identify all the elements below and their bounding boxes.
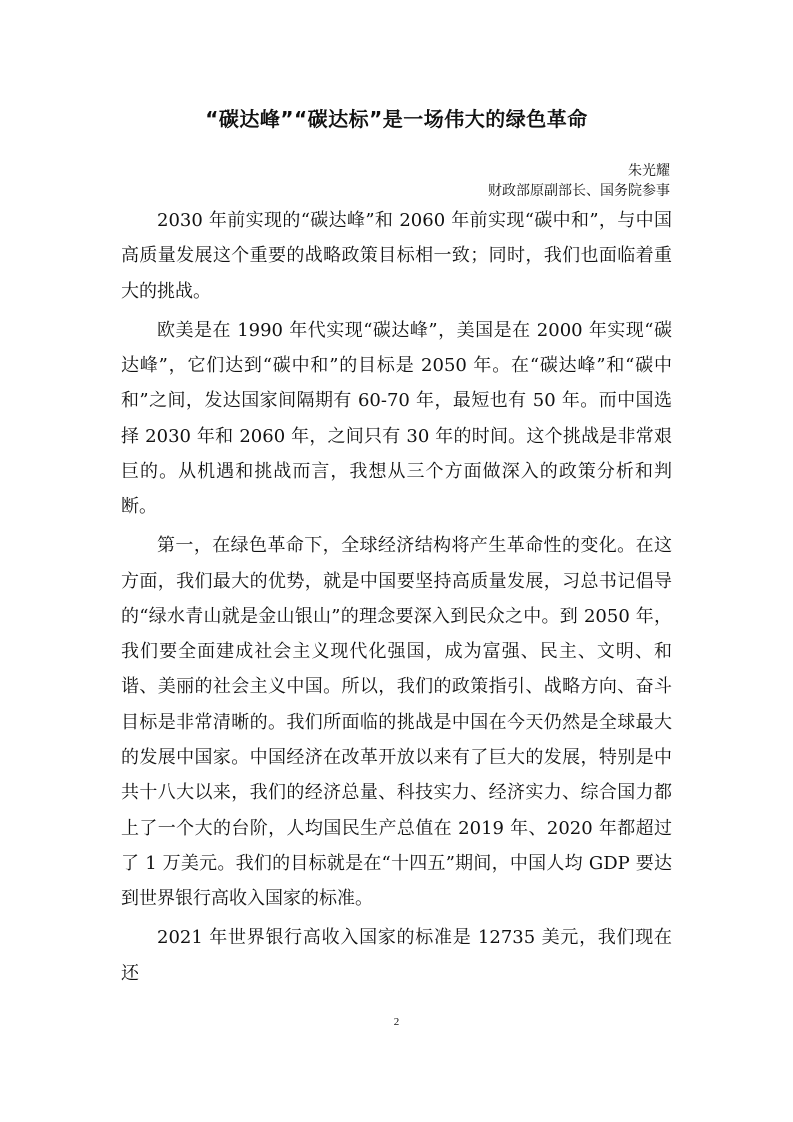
author-position: 财政部原副部长、国务院参事 [488,183,670,199]
article-body [121,203,672,991]
author-name: 朱光耀 [628,163,670,179]
article-title: “碳达峰”“碳达标”是一场伟大的绿色革命 [205,107,588,131]
page-number: 2 [393,1016,400,1028]
paragraph-2: 欧美是在 1990 年代实现“碳达峰”，美国是在 2000 年实现“碳达峰”，它们达到“碳中和”的目标是 2050 年。在“碳达峰”和“碳中和”之间，发达国家间隔期有 60-70 年，最短也有 50 年。而中国选择 2030 年和 2060 年，之间只有 30 年的时间。这个挑战是非常艰巨的。从机遇和挑战而言，我想从三个方面做深入的政策分析和判断。 [121,319,672,518]
paragraph-4: 2021 年世界银行高收入国家的标准是 12735 美元，我们现在还 [121,927,672,984]
paragraph-3: 第一，在绿色革命下，全球经济结构将产生革命性的变化。在这方面，我们最大的优势，就是中国要坚持高质量发展，习总书记倡导的“绿水青山就是金山银山”的理念要深入到民众之中。到 2050 年，我们要全面建成社会主义现代化强国，成为富强、民主、文明、和谐、美丽的社会主义中国。所以，我们的政策指引、战略方向、奋斗目标是非常清晰的。我们所面临的挑战是中国在今天仍然是全球最大的发展中国家。中国经济在改革开放以来有了巨大的发展，特别是中共十八大以来，我们的经济总量、科技实力、经济实力、综合国力都上了一个大的台阶，人均国民生产总值在 2019 年、2020 年都超过了 1 万美元。我们的目标就是在“十四五”期间，中国人均 GDP 要达到世界银行高收入国家的标准。 [121,535,672,910]
paragraph-1: 2030 年前实现的“碳达峰”和 2060 年前实现“碳中和”，与中国高质量发展这个重要的战略政策目标相一致；同时，我们也面临着重大的挑战。 [121,210,672,302]
